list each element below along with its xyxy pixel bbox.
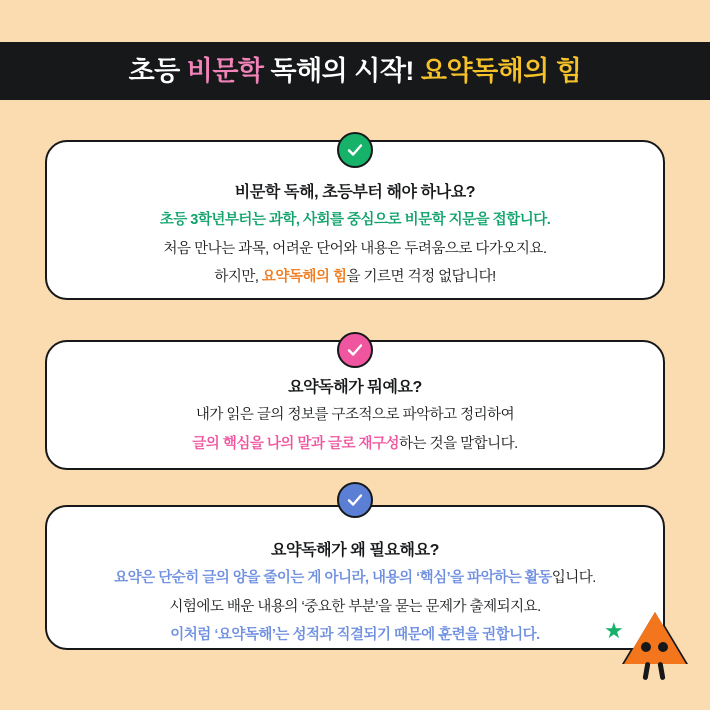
mascot-leg-left xyxy=(642,662,650,681)
check-badge-2 xyxy=(337,332,373,368)
header-banner xyxy=(0,42,710,100)
faq-answer-2-line-2 xyxy=(47,435,663,455)
check-icon xyxy=(346,141,364,159)
banner-title-part-1: 초등 xyxy=(128,55,187,86)
banner-title-part-2: 비문학 xyxy=(186,55,264,86)
faq-answer-1-line-3 xyxy=(47,268,663,288)
text-span: 초등 3학년부터는 과학, 사회를 중심으로 비문학 지문을 접합니다. xyxy=(159,212,551,228)
faq-answer-3-line-3 xyxy=(47,626,663,646)
faq-answer-3-line-1 xyxy=(47,569,663,589)
text-span-highlight: 이처럼 ‘요약독해’는 성적과 직결되기 때문에 훈련을 권합니다. xyxy=(170,627,540,644)
faq-question-1: 비문학 독해, 초등부터 해야 하나요? xyxy=(234,184,476,201)
text-span-highlight: 요약독해의 힘 xyxy=(261,269,347,286)
mascot-eye-right xyxy=(658,642,668,652)
check-badge-3 xyxy=(337,482,373,518)
faq-card-3 xyxy=(45,505,665,650)
text-span: 입니다. xyxy=(551,570,596,586)
banner-title-part-3: 독해의 시작! xyxy=(263,55,421,86)
text-span: 내가 읽은 글의 정보를 구조적으로 파악하고 정리하여 xyxy=(195,407,515,423)
faq-question-2: 요약독해가 뭐예요? xyxy=(288,379,422,396)
triangle-character-icon xyxy=(624,612,686,684)
faq-answer-2-line-1 xyxy=(47,406,663,426)
mascot-leg-right xyxy=(657,662,665,681)
text-span-highlight: 글의 핵심을 나의 말과 글로 재구성 xyxy=(192,435,400,452)
faq-answer-3-line-2 xyxy=(47,598,663,618)
check-badge-1 xyxy=(337,132,373,168)
text-span-highlight: 요약은 단순히 글의 양을 줄이는 게 아니라, 내용의 ‘핵심’을 파악하는 활동 xyxy=(114,570,552,586)
mascot-eye-left xyxy=(641,642,651,652)
text-span: 시험에도 배운 내용의 ‘중요한 부분’을 묻는 문제가 출제되지요. xyxy=(169,598,541,615)
banner-title-part-4: 요약독해의 힘 xyxy=(420,55,582,86)
faq-answer-1-line-1 xyxy=(47,211,663,231)
text-span: 하는 것을 말합니다. xyxy=(399,435,518,452)
text-span: 처음 만나는 과목, 어려운 단어와 내용은 두려움으로 다가오지요. xyxy=(163,240,547,257)
faq-answer-1-line-2 xyxy=(47,240,663,260)
mascot-body xyxy=(624,612,686,664)
banner-title xyxy=(128,55,582,86)
text-span: 하지만, xyxy=(214,269,262,286)
check-icon xyxy=(346,491,364,509)
check-icon xyxy=(346,341,364,359)
faq-question-3: 요약독해가 왜 필요해요? xyxy=(270,542,440,559)
text-span: 을 기르면 걱정 없답니다! xyxy=(346,269,496,286)
star-icon: ★ xyxy=(604,618,624,643)
